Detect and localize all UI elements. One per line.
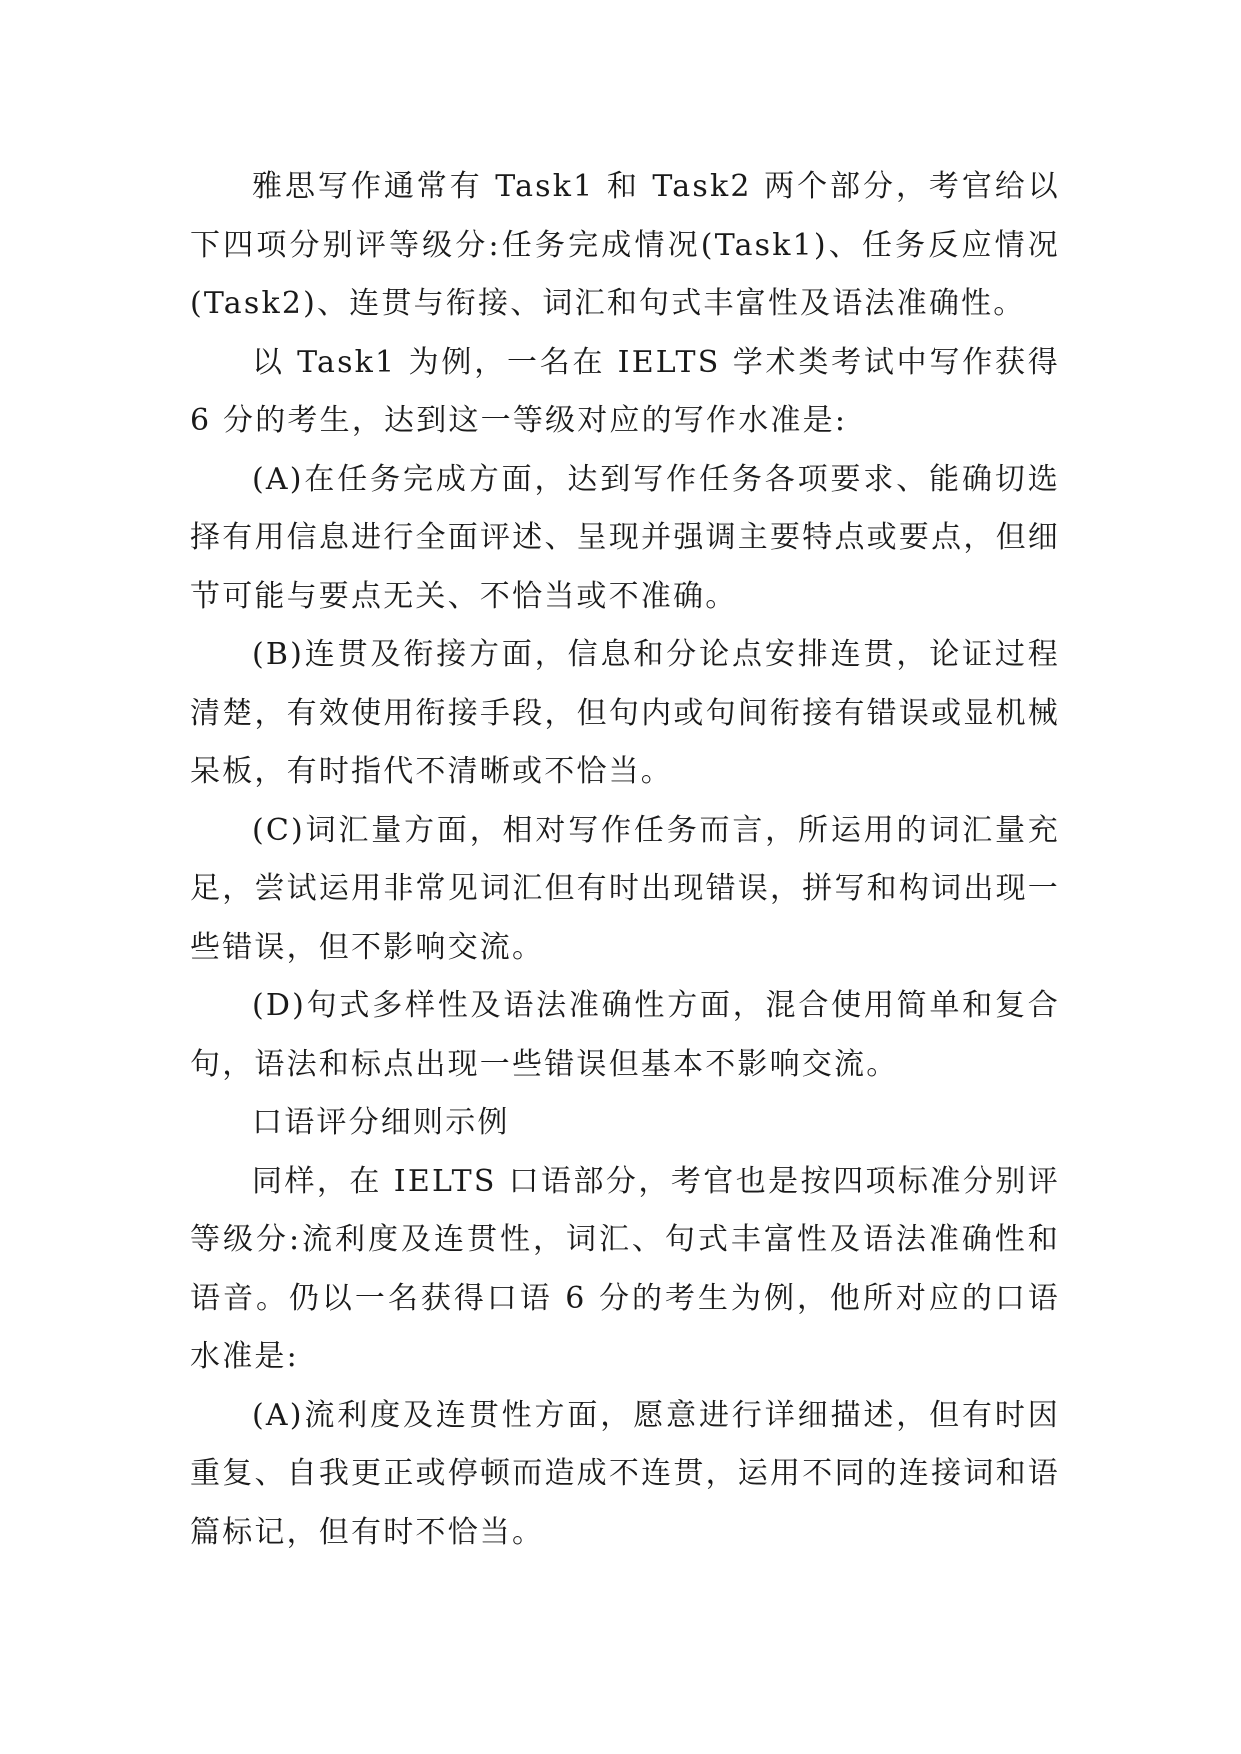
paragraph-writing-c: (C)词汇量方面，相对写作任务而言，所运用的词汇量充足，尝试运用非常见词汇但有时出现错误，拼写和构词出现一些错误，但不影响交流。 — [190, 812, 1060, 965]
paragraph-task1-example: 以 Task1 为例，一名在 IELTS 学术类考试中写作获得 6 分的考生，达到这一等级对应的写作水准是: — [190, 344, 1060, 438]
paragraph-writing-intro: 雅思写作通常有 Task1 和 Task2 两个部分，考官给以下四项分别评等级分:任务完成情况(Task1)、任务反应情况(Task2)、连贯与衔接、词汇和句式丰富性及语法准确性。 — [190, 169, 1060, 321]
paragraph-writing-d: (D)句式多样性及语法准确性方面，混合使用简单和复合句，语法和标点出现一些错误但基本不影响交流。 — [190, 988, 1060, 1082]
section-heading-speaking: 口语评分细则示例 — [252, 1105, 510, 1140]
paragraph-writing-a: (A)在任务完成方面，达到写作任务各项要求、能确切选择有用信息进行全面评述、呈现并强调主要特点或要点，但细节可能与要点无关、不恰当或不准确。 — [190, 461, 1060, 614]
document-body — [190, 158, 1060, 1562]
paragraph-speaking-a: (A)流利度及连贯性方面，愿意进行详细描述，但有时因重复、自我更正或停顿而造成不连贯，运用不同的连接词和语篇标记，但有时不恰当。 — [190, 1397, 1060, 1550]
paragraph-speaking-intro: 同样，在 IELTS 口语部分，考官也是按四项标准分别评等级分:流利度及连贯性，词汇、句式丰富性及语法准确性和语音。仍以一名获得口语 6 分的考生为例，他所对应的口语水准是: — [190, 1163, 1060, 1374]
paragraph-writing-b: (B)连贯及衔接方面，信息和分论点安排连贯，论证过程清楚，有效使用衔接手段，但句内或句间衔接有错误或显机械呆板，有时指代不清晰或不恰当。 — [190, 637, 1060, 789]
